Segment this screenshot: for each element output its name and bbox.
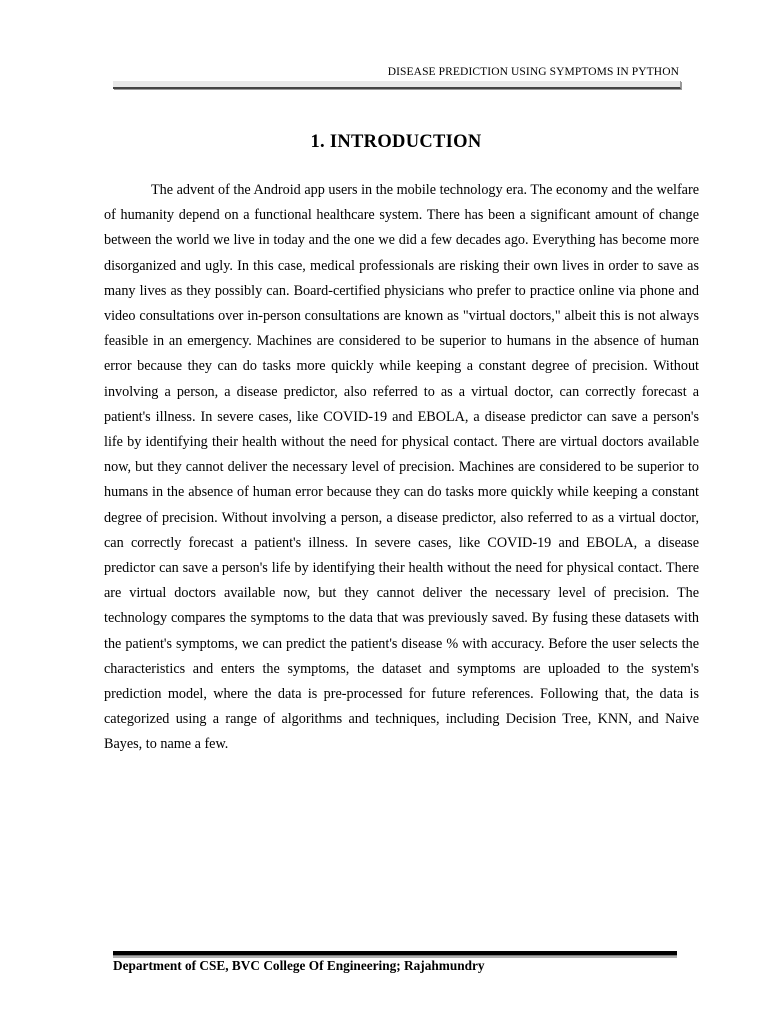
header-divider bbox=[113, 81, 681, 89]
footer-department: Department of CSE, BVC College Of Engineering; Rajahmundry bbox=[113, 958, 485, 973]
footer-divider bbox=[113, 951, 677, 956]
running-header: DISEASE PREDICTION USING SYMPTOMS IN PYTHON bbox=[387, 66, 679, 78]
chapter-title: 1. INTRODUCTION bbox=[310, 132, 482, 153]
body-paragraph: The advent of the Android app users in the mobile technology era. The economy and the welfare of humanity depend on a functional healthcare system. There has been a significant amount of change between the world we live in today and the one we did a few decades ago. Everything has become more disorganized and ugly. In this case, medical professionals are risking their own lives in order to save as many lives as they possibly can. Board-certified physicians who prefer to practice online via phone and video consultations over in-person consultations are known as "virtual doctors," albeit this is not always feasible in an emergency. Machines are considered to be superior to humans in the absence of human error because they can do tasks more quickly while keeping a constant degree of precision. Without involving a person, a disease predictor, also referred to as a virtual doctor, can correctly forecast a patient's illness. In severe cases, like COVID-19 and EBOLA, a disease predictor can save a person's life by identifying their health without the need for physical contact. There are virtual doctors available now, but they cannot deliver the necessary level of precision. Machines are considered to be superior to humans in the absence of human error because they can do tasks more quickly while keeping a constant degree of precision. Without involving a person, a disease predictor, also referred to as a virtual doctor, can correctly forecast a patient's illness. In severe cases, like COVID-19 and EBOLA, a disease predictor can save a person's life by identifying their health without the need for physical contact. There are virtual doctors available now, but they cannot deliver the necessary level of precision. The technology compares the symptoms to the data that was previously saved. By fusing these datasets with the patient's symptoms, we can predict the patient's disease % with accuracy. Before the user selects the characteristics and enters the symptoms, the dataset and symptoms are uploaded to the system's prediction model, where the data is pre-processed for future references. Following that, the data is categorized using a range of algorithms and techniques, including Decision Tree, KNN, and Naive Bayes, to name a few. bbox=[104, 182, 699, 753]
